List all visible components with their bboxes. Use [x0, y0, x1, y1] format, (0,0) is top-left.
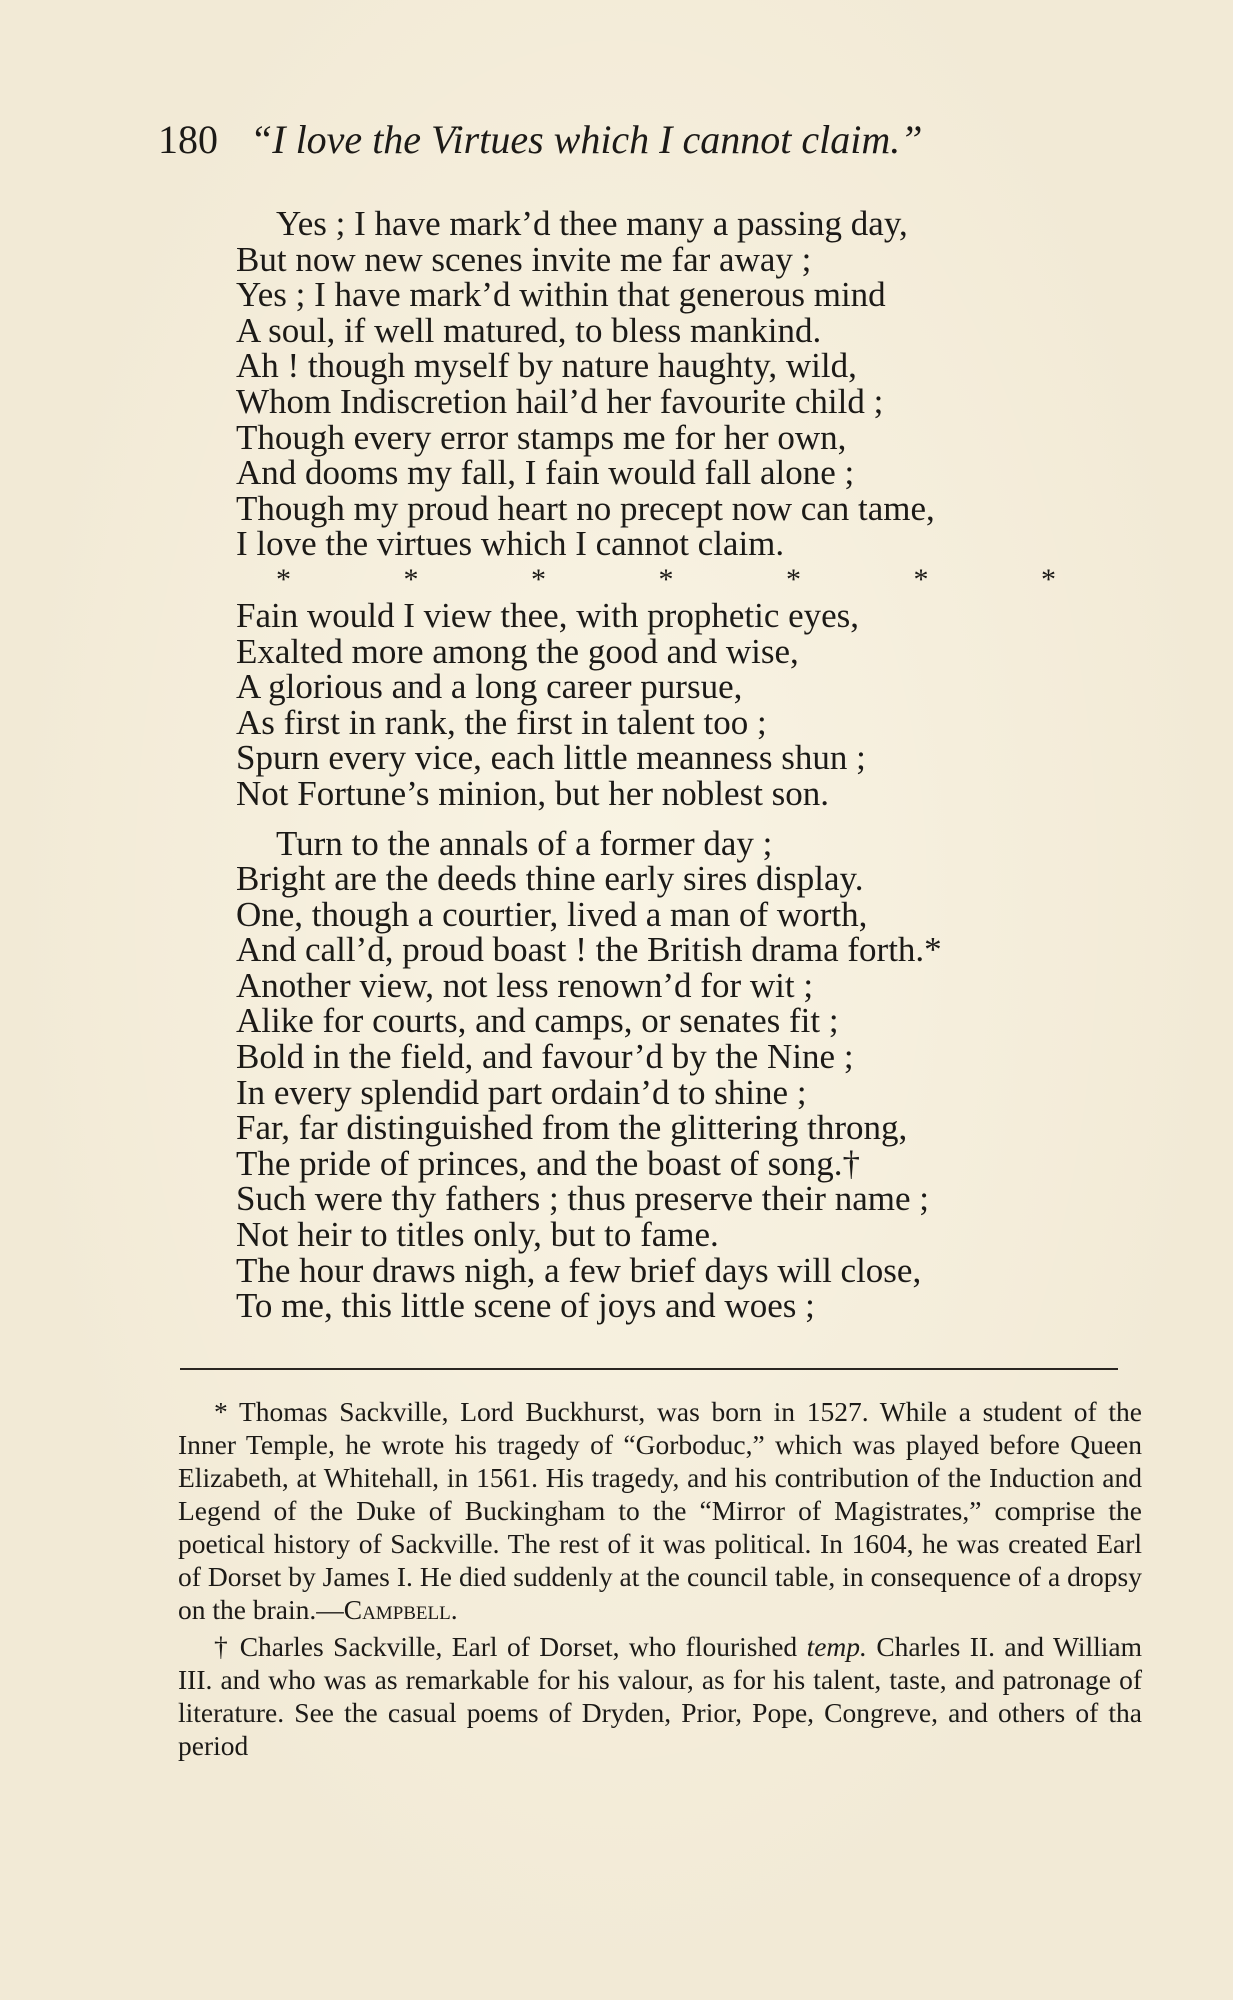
poem-line: Bright are the deeds thine early sires display. — [236, 859, 864, 899]
star: * — [658, 562, 674, 596]
poem-line: But now new scenes invite me far away ; — [236, 239, 812, 279]
poem-line: Spurn every vice, each little meanness shun ; — [236, 738, 866, 778]
poem-line: Such were thy fathers ; thus preserve their name ; — [236, 1179, 929, 1219]
stanza-2 — [236, 595, 1086, 813]
footnote-1-text: * Thomas Sackville, Lord Buckhurst, was born in 1527. While a student of the Inner Temple, he wrote his tragedy of “Gorboduc,” which was played before Queen Elizabeth, at Whitehall, in 1561. His tragedy, and his contribution of the Induction and Legend of the Duke of Buckingham to the “Mirror of Magistrates,” comprise the poetical history of Sackville. The rest of it was political. In 1604, he was created Earl of Dorset by James I. He died suddenly at the council table, in consequence of a dropsy on the brain.— — [178, 1396, 1142, 1625]
poem-line: Exalted more among the good and wise, — [236, 631, 799, 671]
footnote-1-attribution: Campbell. — [343, 1594, 458, 1625]
poem-line: Not Fortune’s minion, but her noblest son. — [236, 773, 830, 813]
poem-line: Another view, not less renown’d for wit ; — [236, 965, 814, 1005]
star: * — [276, 562, 291, 596]
poem-line: A glorious and a long career pursue, — [236, 667, 743, 707]
poem-line: Fain would I view thee, with prophetic eyes, — [236, 595, 860, 635]
poem-line: To me, this little scene of joys and woes ; — [236, 1286, 815, 1326]
poem-line: Ah ! though myself by nature haughty, wild, — [236, 346, 857, 386]
star: * — [786, 562, 801, 596]
poem-line: Yes ; I have mark’d within that generous mind — [236, 275, 886, 315]
poem-line: I love the virtues which I cannot claim. — [236, 524, 785, 564]
footnote-2-text-after: Charles II. and William III. and who was as remarkable for his valour, as for his talent, taste, and patronage of literature. See the casual poems of Dryden, Prior, Pope, Congreve, and others of tha period — [178, 1631, 1142, 1761]
poem-line: Not heir to titles only, but to fame. — [236, 1215, 719, 1255]
poem-line: Turn to the annals of a former day ; — [276, 823, 773, 863]
footnote-2 — [178, 1630, 1142, 1762]
poem-line: Bold in the field, and favour’d by the Nine ; — [236, 1037, 854, 1077]
running-title: “I love the Virtues which I cannot claim.” — [250, 117, 923, 162]
poem-line: A soul, if well matured, to bless mankind. — [236, 310, 822, 350]
footnote-2-italic: temp. — [806, 1631, 867, 1662]
poem-line: Yes ; I have mark’d thee many a passing day, — [276, 204, 908, 243]
footnote-2-text: † Charles Sackville, Earl of Dorset, who flourished — [214, 1631, 807, 1662]
poem-line: Far, far distinguished from the glittering throng, — [236, 1108, 908, 1148]
page-header — [158, 116, 922, 163]
stanza-3 — [236, 823, 1086, 1326]
page-number: 180 — [158, 117, 218, 162]
stanza-1 — [236, 206, 1086, 562]
poem-line: One, though a courtier, lived a man of worth, — [236, 894, 868, 934]
poem-line: And call’d, proud boast ! the British drama forth.* — [236, 930, 942, 970]
poem-line: Though my proud heart no precept now can tame, — [236, 488, 935, 528]
poem-line: Alike for courts, and camps, or senates fit ; — [236, 1001, 839, 1041]
star: * — [1041, 562, 1056, 596]
poem-line: Though every error stamps me for her own, — [236, 417, 847, 457]
poem-line: The hour draws nigh, a few brief days will close, — [236, 1250, 922, 1290]
poem-line: As first in rank, the first in talent too ; — [236, 702, 767, 742]
star: * — [913, 562, 929, 596]
star: * — [531, 562, 546, 596]
poem-line: The pride of princes, and the boast of song.† — [236, 1143, 861, 1183]
poem-line: Whom Indiscretion hail’d her favourite child ; — [236, 381, 884, 421]
footnotes — [178, 1395, 1142, 1766]
poem — [236, 206, 1086, 1324]
poem-line: In every splendid part ordain’d to shine ; — [236, 1072, 807, 1112]
star: * — [403, 562, 419, 596]
poem-line: And dooms my fall, I fain would fall alone ; — [236, 453, 855, 493]
footnote-rule — [180, 1368, 1118, 1370]
asterism — [236, 562, 1056, 598]
footnote-1 — [178, 1395, 1142, 1626]
